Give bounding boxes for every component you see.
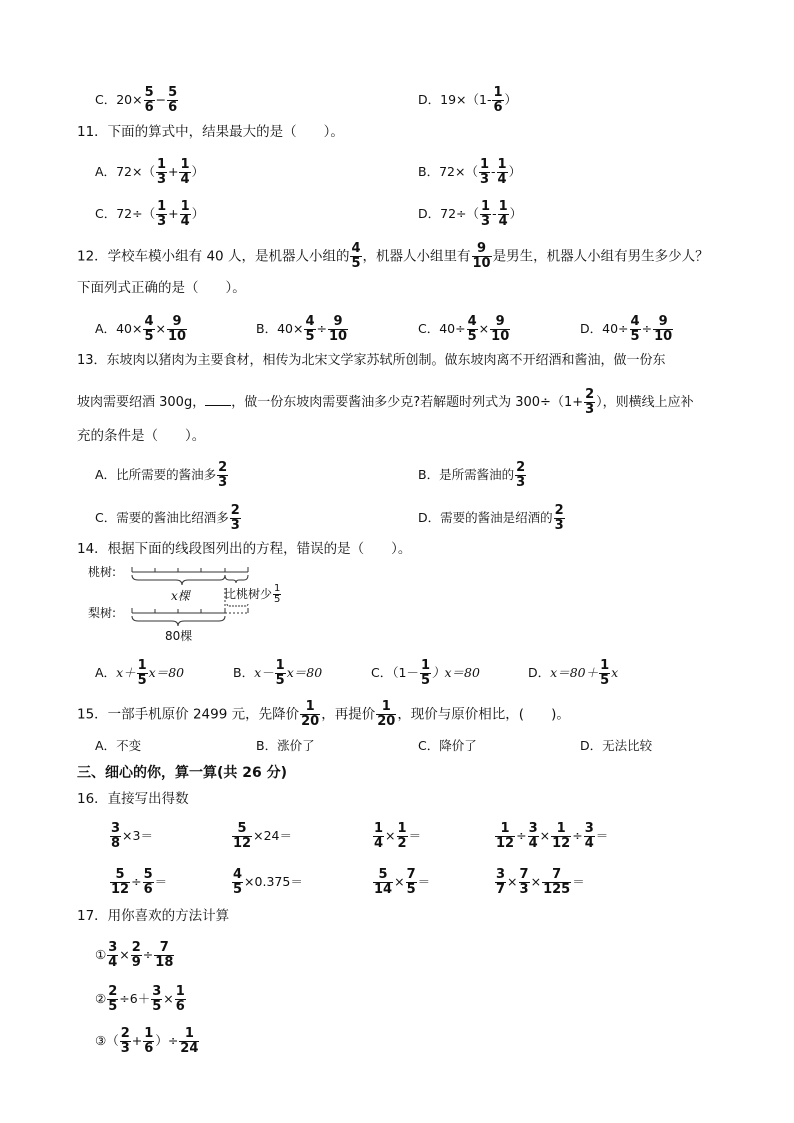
q12-option-d: D．40÷ $\frac{4}{5}$ ÷ $\frac{9}{10}$ bbox=[580, 314, 673, 344]
q12-stem-2: 下面列式正确的是（ ）。 bbox=[77, 280, 246, 296]
q17-stem: 17．用你喜欢的方法计算 bbox=[77, 908, 230, 924]
q10-option-d: D．19×（1- $\frac{1}{6}$ ） bbox=[418, 85, 518, 115]
q14-option-b: B．x－ $\frac{1}{5}$ x＝80 bbox=[233, 658, 323, 688]
q14-option-c: C．（1－ $\frac{1}{5}$ ）x＝80 bbox=[371, 658, 480, 688]
q15-option-c: C．降价了 bbox=[418, 738, 477, 753]
eighty-trees-label: 80棵 bbox=[165, 629, 193, 643]
q13-stem-2: 坡肉需要绍酒 300g， ，做一份东坡肉需要酱油多少克?若解题时列式为 300÷（1+ $\frac{2}{3}$ ），则横线上应补 bbox=[77, 387, 694, 417]
q12-option-c: C．40÷ $\frac{4}{5}$ × $\frac{9}{10}$ bbox=[418, 314, 510, 344]
q10-option-c: C．20× $\frac{5}{6}$ − $\frac{5}{6}$ bbox=[95, 85, 178, 115]
q16-item-c: $\frac{1}{4}$ × $\frac{1}{2}$ ＝ bbox=[374, 821, 422, 851]
q13-option-c: C．需要的酱油比绍酒多 $\frac{2}{3}$ bbox=[95, 503, 240, 533]
q17-item-1: ① $\frac{3}{4}$ × $\frac{2}{9}$ ÷ $\frac{7}{18}$ bbox=[95, 940, 174, 970]
line-segment-diagram bbox=[88, 560, 308, 644]
q16-item-g: $\frac{5}{14}$ × $\frac{7}{5}$ ＝ bbox=[374, 867, 431, 897]
q16-item-d: $\frac{1}{12}$ ÷ $\frac{3}{4}$ × $\frac{1}{12}$ ÷ $\frac{3}{4}$ ＝ bbox=[496, 821, 609, 851]
q16-item-a: $\frac{3}{8}$ ×3＝ bbox=[111, 821, 153, 851]
q12-option-b: B．40× $\frac{4}{5}$ ÷ $\frac{9}{10}$ bbox=[256, 314, 348, 344]
q16-item-b: $\frac{5}{12}$ ×24＝ bbox=[233, 821, 292, 851]
q17-item-2: ② $\frac{2}{5}$ ÷6＋ $\frac{3}{5}$ × $\frac{1}{6}$ bbox=[95, 984, 185, 1014]
q14-option-d: D．x＝80＋ $\frac{1}{5}$ x bbox=[528, 658, 619, 688]
q16-item-f: $\frac{4}{5}$ ×0.375＝ bbox=[233, 867, 303, 897]
q14-stem: 14．根据下面的线段图列出的方程，错误的是（ ）。 bbox=[77, 541, 412, 557]
q11-option-c: C．72÷（ $\frac{1}{3}$ + $\frac{1}{4}$ ） bbox=[95, 199, 205, 229]
peach-tree-label: 桃树: bbox=[88, 565, 117, 579]
less-than-peach-label: 比桃树少 $\frac{1}{5}$ bbox=[224, 583, 281, 605]
section-three-heading: 三、细心的你，算一算(共 26 分) bbox=[77, 765, 288, 781]
x-trees-label: x棵 bbox=[171, 589, 190, 603]
q16-item-h: $\frac{3}{7}$ × $\frac{7}{3}$ × $\frac{7}{125}$ ＝ bbox=[496, 867, 585, 897]
q13-stem-3: 充的条件是（ ）。 bbox=[77, 428, 206, 444]
q13-option-b: B．是所需酱油的 $\frac{2}{3}$ bbox=[418, 460, 526, 490]
q11-stem: 11．下面的算式中，结果最大的是（ ）。 bbox=[77, 124, 344, 140]
q11-option-a: A．72×（ $\frac{1}{3}$ + $\frac{1}{4}$ ） bbox=[95, 157, 205, 187]
pear-tree-label: 梨树: bbox=[88, 606, 117, 620]
q17-item-3: ③（ $\frac{2}{3}$ + $\frac{1}{6}$ ）÷ $\frac{1}{24}$ bbox=[95, 1026, 199, 1056]
q16-item-e: $\frac{5}{12}$ ÷ $\frac{5}{6}$ ＝ bbox=[111, 867, 168, 897]
q12-option-a: A．40× $\frac{4}{5}$ × $\frac{9}{10}$ bbox=[95, 314, 187, 344]
q12-stem: 12．学校车模小组有 40 人，是机器人小组的 $\frac{4}{5}$ ，机器人小组里有 $\frac{9}{10}$ 是男生，机器人小组有男生多少人？ bbox=[77, 241, 709, 271]
q13-stem-1: 13．东坡肉以猪肉为主要食材，相传为北宋文学家苏轼所创制。做东坡肉离不开绍酒和酱油，做一份东 bbox=[77, 353, 666, 368]
q14-option-a: A．x＋ $\frac{1}{5}$ x＝80 bbox=[95, 658, 185, 688]
q15-stem: 15．一部手机原价 2499 元，先降价 $\frac{1}{20}$ ，再提价 $\frac{1}{20}$ ，现价与原价相比，( )。 bbox=[77, 699, 570, 729]
q15-option-d: D．无法比较 bbox=[580, 738, 653, 753]
q11-option-d: D．72÷（ $\frac{1}{3}$ - $\frac{1}{4}$ ） bbox=[418, 199, 523, 229]
q13-option-a: A．比所需要的酱油多 $\frac{2}{3}$ bbox=[95, 460, 228, 490]
q16-stem: 16．直接写出得数 bbox=[77, 791, 189, 807]
q11-option-b: B．72×（ $\frac{1}{3}$ - $\frac{1}{4}$ ） bbox=[418, 157, 522, 187]
q15-option-a: A．不变 bbox=[95, 738, 142, 753]
q15-option-b: B．涨价了 bbox=[256, 738, 315, 753]
fill-blank bbox=[205, 393, 231, 406]
q13-option-d: D．需要的酱油是绍酒的 $\frac{2}{3}$ bbox=[418, 503, 564, 533]
